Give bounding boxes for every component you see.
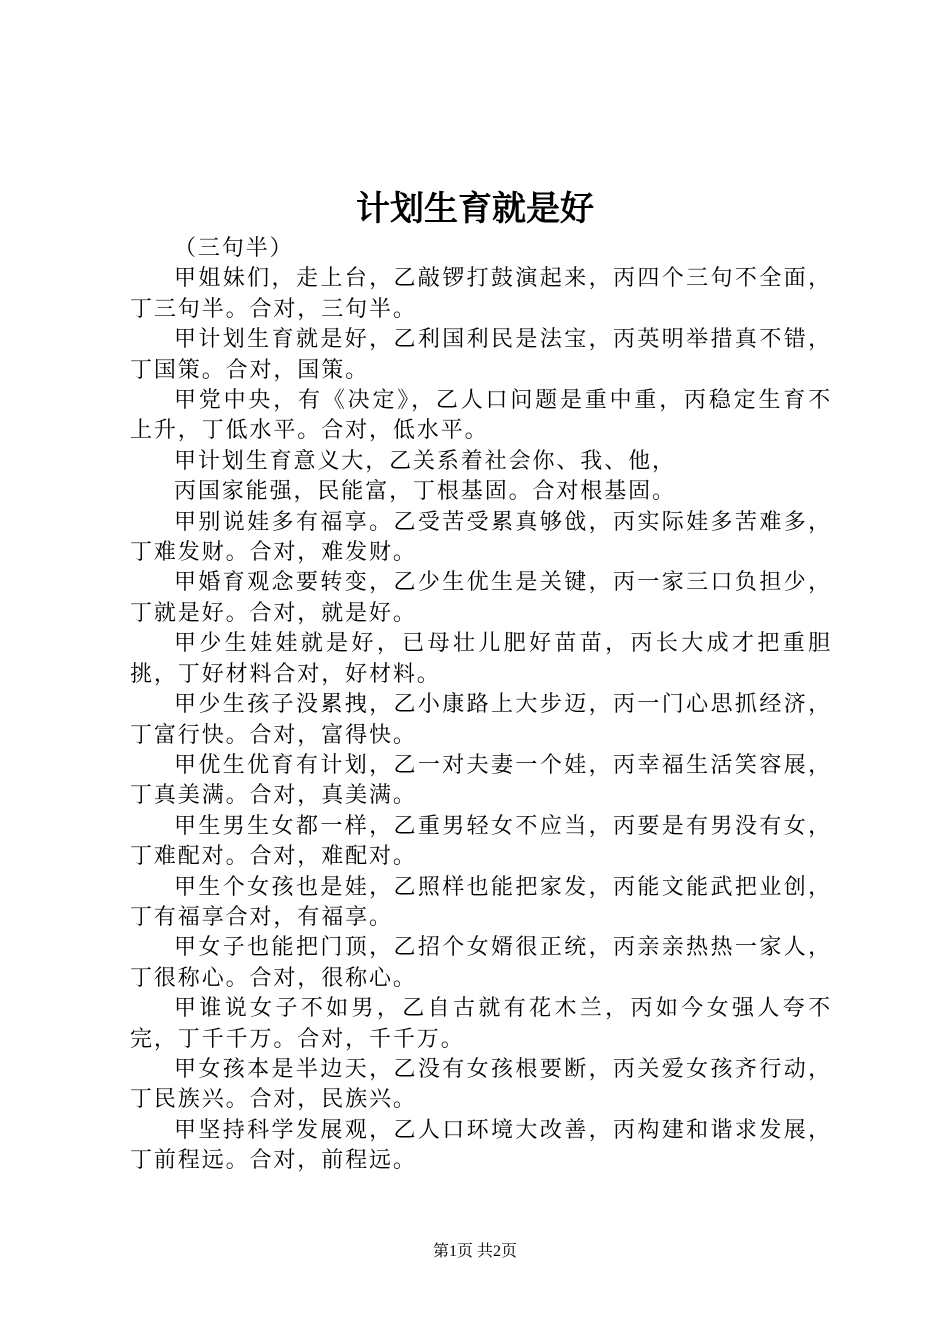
paragraph: 丙国家能强，民能富，丁根基固。合对根基固。 (174, 479, 676, 505)
paragraph: 甲少生娃娃就是好，已母壮儿肥好苗苗，丙长大成才把重胆挑，丁好材料合对，好材料。 (130, 631, 832, 687)
page-footer: 第1页 共2页 (432, 1243, 517, 1260)
document-body (130, 234, 832, 1177)
document-title: 计划生育就是好 (356, 189, 594, 229)
paragraph: 甲女孩本是半边天，乙没有女孩根要断，丙关爱女孩齐行动，丁民族兴。合对，民族兴。 (130, 1056, 832, 1113)
paragraph: 甲婚育观念要转变，乙少生优生是关键，丙一家三口负担少，丁就是好。合对，就是好。 (130, 570, 832, 626)
paragraph: 甲姐妹们，走上台，乙敲锣打鼓演起来，丙四个三句不全面，丁三句半。合对，三句半。 (130, 266, 832, 322)
paragraph: 甲计划生育就是好，乙利国利民是法宝，丙英明举措真不错，丁国策。合对，国策。 (130, 327, 832, 383)
paragraph: 甲谁说女子不如男，乙自古就有花木兰，丙如今女强人夸不完，丁千千万。合对，千千万。 (130, 996, 832, 1052)
paragraph: 甲少生孩子没累拽，乙小康路上大步迈，丙一门心思抓经济，丁富行快。合对，富得快。 (130, 692, 832, 748)
paragraph: 甲女子也能把门顶，乙招个女婿很正统，丙亲亲热热一家人，丁很称心。合对，很称心。 (130, 935, 832, 991)
paragraph: 甲党中央，有《决定》，乙人口问题是重中重，丙稳定生育不上升，丁低水平。合对，低水平。 (130, 388, 832, 444)
paragraph: 甲生个女孩也是娃，乙照样也能把家发，丙能文能武把业创，丁有福享合对，有福享。 (130, 874, 832, 930)
paragraph: 甲计划生育意义大，乙关系着社会你、我、他， (174, 448, 676, 474)
paragraph: 甲别说娃多有福享。乙受苦受累真够戗，丙实际娃多苦难多，丁难发财。合对，难发财。 (130, 509, 832, 566)
paragraph: 甲优生优育有计划，乙一对夫妻一个娃，丙幸福生活笑容展，丁真美满。合对，真美满。 (130, 752, 832, 809)
paragraph: 甲生男生女都一样，乙重男轻女不应当，丙要是有男没有女，丁难配对。合对，难配对。 (130, 813, 832, 870)
paragraph: （三句半） (174, 236, 294, 261)
paragraph: 甲坚持科学发展观，乙人口环境大改善，丙构建和谐求发展，丁前程远。合对，前程远。 (130, 1117, 832, 1174)
